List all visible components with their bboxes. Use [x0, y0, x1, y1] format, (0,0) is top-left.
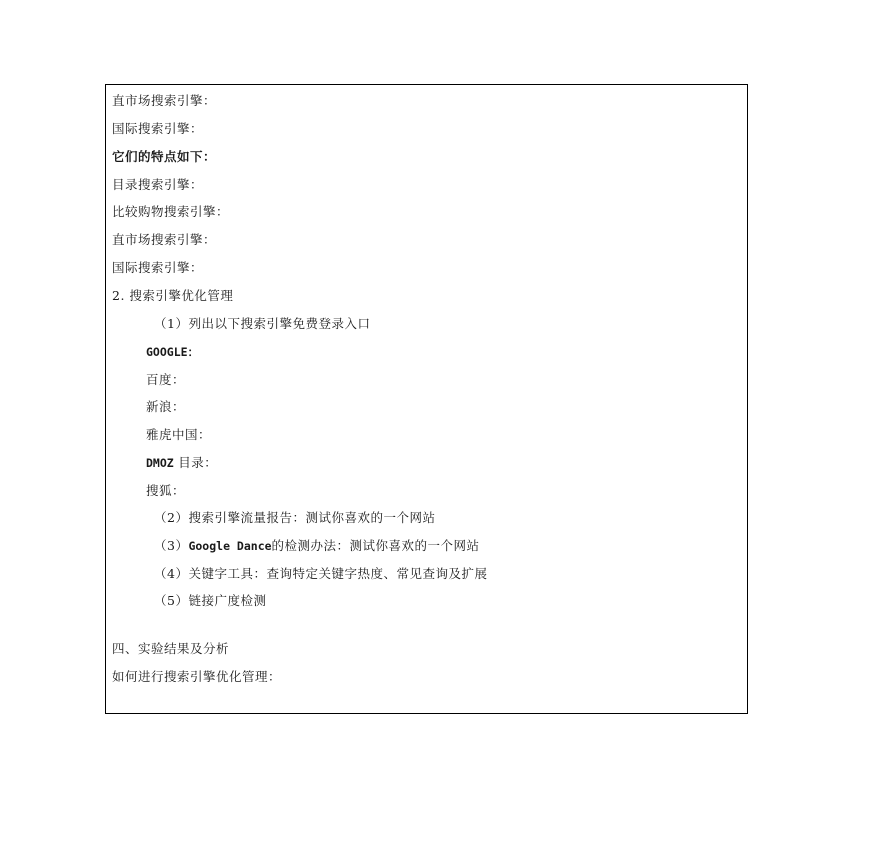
text-line: 搜狐： [146, 483, 186, 498]
list-item: （2）搜索引擎流量报告：测试你喜欢的一个网站 [154, 510, 436, 525]
list-item: （4）关键字工具：查询特定关键字热度、常见查询及扩展 [154, 566, 488, 581]
text-line: 直市场搜索引擎： [112, 232, 217, 247]
section-heading: 四、实验结果及分析 [112, 641, 230, 656]
text-line [146, 455, 217, 471]
google-dance-label: Google Dance [188, 539, 272, 553]
text-line: 新浪： [146, 399, 186, 414]
text-line: 比较购物搜索引擎： [112, 204, 230, 219]
list-item: （5）链接广度检测 [154, 593, 267, 608]
text-line: 目录搜索引擎： [112, 177, 204, 192]
section-heading: 2. 搜索引擎优化管理 [112, 288, 234, 303]
directory-label: 目录： [178, 455, 218, 470]
text-line: 直市场搜索引擎： [112, 93, 217, 108]
list-item: （1）列出以下搜索引擎免费登录入口 [154, 316, 371, 331]
text-line: 百度： [146, 372, 186, 387]
list-text: 的检测办法：测试你喜欢的一个网站 [271, 538, 480, 553]
text-line: GOOGLE： [146, 345, 200, 359]
text-line: 国际搜索引擎： [112, 121, 204, 136]
text-line: 如何进行搜索引擎优化管理： [112, 669, 282, 684]
list-item [154, 538, 480, 554]
text-line: 雅虎中国： [146, 427, 212, 442]
document-frame [105, 84, 748, 714]
dmoz-label: DMOZ [146, 456, 174, 470]
text-line: 国际搜索引擎： [112, 260, 204, 275]
section-heading: 它们的特点如下： [112, 149, 217, 164]
list-number: （3） [154, 538, 189, 553]
